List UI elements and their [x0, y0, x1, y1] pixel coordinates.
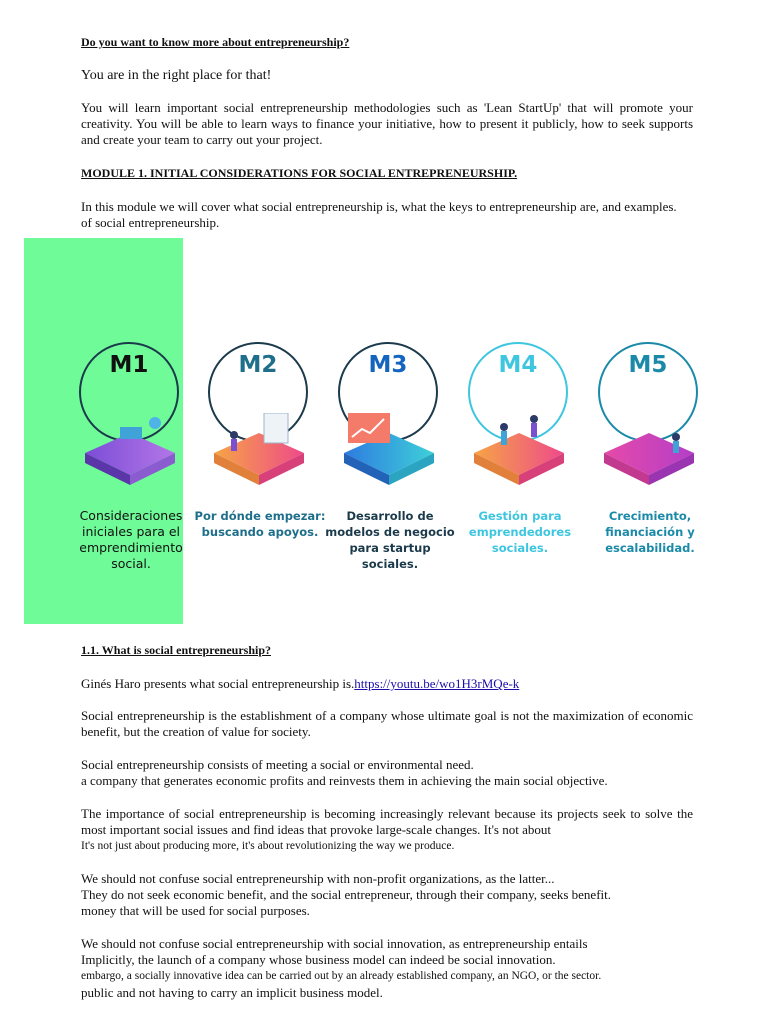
m4-label: M4 — [498, 352, 538, 378]
intro-text: You are in the right place for that! — [81, 68, 272, 83]
nonprofit-line-1: We should not confuse social entrepreneurship with non-profit organizations, as the latter... — [81, 871, 555, 886]
module-m2 — [196, 238, 327, 624]
presenter-text: Ginés Haro presents what social entrepreneurship is. — [81, 676, 355, 691]
doc-heading: Do you want to know more about entrepreneurship? — [81, 35, 350, 49]
definition-paragraph: Social entrepreneurship is the establishment of a company whose ultimate goal is not the maximization of economic benefit, but the creation of value for society. — [81, 708, 693, 739]
module-m1 — [67, 238, 198, 624]
module-m5 — [586, 238, 717, 624]
m2-puzzle-icon — [204, 413, 314, 493]
module-m4 — [456, 238, 587, 624]
module-m3 — [326, 238, 457, 624]
innovation-line-4: public and not having to carry an implicit business model. — [81, 985, 383, 1000]
m3-description: Desarrollo de modelos de negocio para startup sociales. — [325, 509, 455, 571]
m1-puzzle-icon — [75, 413, 185, 493]
modules-figure — [24, 238, 744, 624]
innovation-line-2: Implicitly, the launch of a company whose business model can indeed be social innovation. — [81, 952, 556, 967]
m1-label: M1 — [109, 352, 149, 378]
importance-line-3: It's not just about producing more, it's about revolutionizing the way we produce. — [81, 840, 455, 852]
need-line-2: a company that generates economic profits and reinvests them in achieving the main social objective. — [81, 773, 608, 788]
innovation-line-1: We should not confuse social entrepreneurship with social innovation, as entrepreneurship entails — [81, 936, 588, 951]
m5-label: M5 — [628, 352, 668, 378]
module-heading: MODULE 1. INITIAL CONSIDERATIONS FOR SOCIAL ENTREPRENEURSHIP. — [81, 166, 518, 180]
m5-description: Crecimiento, financiación y escalabilidad. — [605, 509, 695, 555]
need-line-1: Social entrepreneurship consists of meeting a social or environmental need. — [81, 757, 474, 772]
video-link[interactable]: https://youtu.be/wo1H3rMQe-k — [354, 676, 520, 691]
m3-puzzle-icon — [334, 413, 444, 493]
presenter-line — [81, 676, 693, 692]
section-heading: 1.1. What is social entrepreneurship? — [81, 643, 272, 657]
m4-description: Gestión para emprendedores sociales. — [468, 509, 572, 555]
m1-description: Consideraciones iniciales para el emprendimiento social. — [79, 508, 183, 571]
m4-puzzle-icon — [464, 413, 574, 493]
module-intro-line-1: In this module we will cover what social entrepreneurship is, what the keys to entrepreneurship are, and examples. — [81, 199, 677, 214]
m3-label: M3 — [368, 352, 408, 378]
m5-puzzle-icon — [594, 413, 704, 493]
m2-label: M2 — [238, 352, 278, 378]
nonprofit-line-2: They do not seek economic benefit, and the social entrepreneur, through their company, seeks benefit. — [81, 887, 612, 902]
m2-description: Por dónde empezar: buscando apoyos. — [194, 509, 326, 539]
intro-paragraph: You will learn important social entrepreneurship methodologies such as 'Lean StartUp' that will promote your creativity. You will be able to learn ways to finance your initiative, how to present it publicly, how to seek supports and create your team to carry out your project. — [81, 100, 693, 147]
importance-paragraph: The importance of social entrepreneurship is becoming increasingly relevant because its projects seek to solve the most important social issues and find ideas that provoke large-scale changes. It's not about — [81, 806, 693, 837]
innovation-line-3: embargo, a socially innovative idea can be carried out by an already established company, an NGO, or the sector. — [81, 970, 602, 982]
module-intro-line-2: of social entrepreneurship. — [81, 215, 220, 230]
nonprofit-line-3: money that will be used for social purposes. — [81, 903, 310, 918]
